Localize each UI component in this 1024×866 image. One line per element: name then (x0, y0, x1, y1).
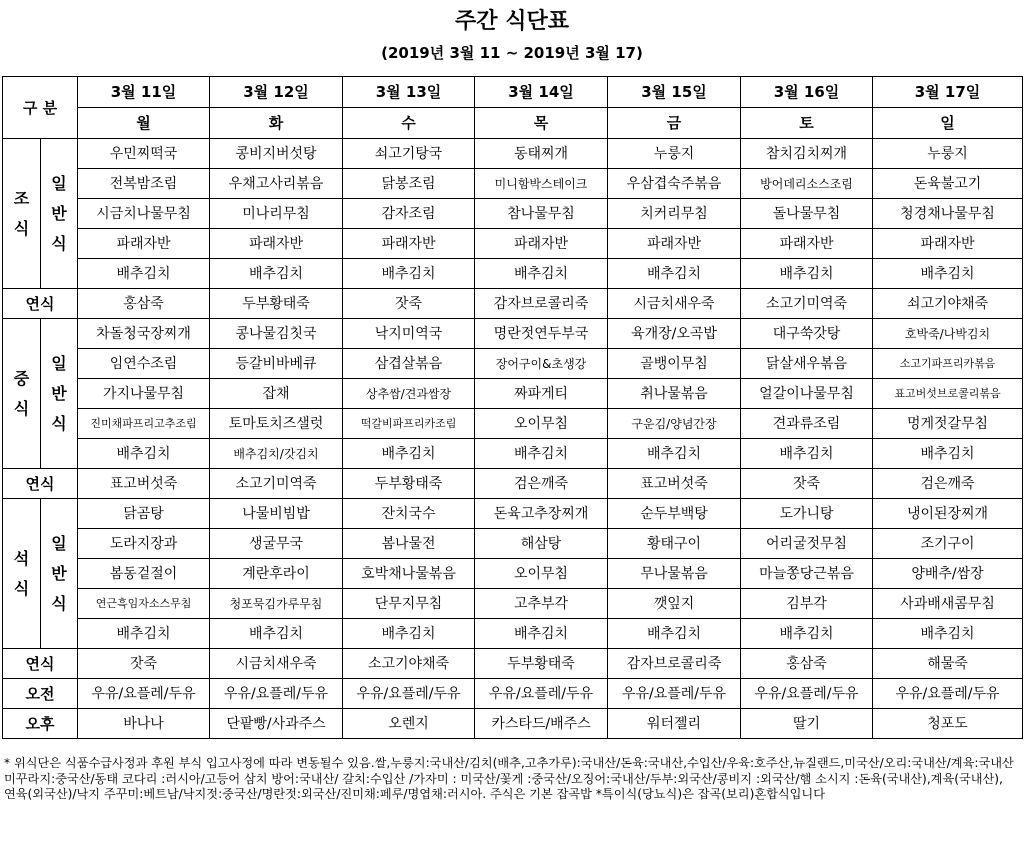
meal-label-char: 식 (13, 218, 30, 238)
menu-item: 파래자반 (343, 229, 475, 259)
soft-item: 잣죽 (343, 289, 475, 319)
day-weekday: 수 (343, 108, 475, 139)
morning-snack-item: 우유/요플레/두유 (608, 679, 741, 709)
menu-item: 배추김치 (608, 439, 741, 469)
menu-item: 배추김치 (343, 619, 475, 649)
menu-item: 봄나물전 (343, 529, 475, 559)
soft-item: 감자브로콜리죽 (475, 289, 608, 319)
menu-item: 취나물볶음 (608, 379, 741, 409)
menu-item: 무나물볶음 (608, 559, 741, 589)
menu-item: 배추김치 (475, 619, 608, 649)
soft-label: 연식 (3, 649, 78, 679)
regular-label-char: 식 (51, 593, 67, 613)
menu-item: 낙지미역국 (343, 319, 475, 349)
menu-item: 닭살새우볶음 (741, 349, 873, 379)
menu-item: 참치김치찌개 (741, 139, 873, 169)
afternoon-snack-item: 바나나 (78, 709, 210, 739)
menu-item: 파래자반 (475, 229, 608, 259)
menu-item: 배추김치 (608, 259, 741, 289)
afternoon-snack-item: 오렌지 (343, 709, 475, 739)
afternoon-snack-item: 청포도 (873, 709, 1023, 739)
meal-label (3, 319, 41, 469)
regular-label-char: 반 (51, 203, 67, 223)
menu-item: 계란후라이 (210, 559, 343, 589)
day-weekday: 금 (608, 108, 741, 139)
menu-item: 청경채나물무침 (873, 199, 1023, 229)
soft-item: 소고기미역죽 (210, 469, 343, 499)
soft-item: 쇠고기야채죽 (873, 289, 1023, 319)
menu-item: 배추김치 (78, 619, 210, 649)
menu-item: 마늘쫑당근볶음 (741, 559, 873, 589)
menu-item: 잔치국수 (343, 499, 475, 529)
regular-label-char: 일 (51, 353, 67, 373)
menu-item: 돈육불고기 (873, 169, 1023, 199)
soft-item: 해물죽 (873, 649, 1023, 679)
regular-label-char: 반 (51, 383, 67, 403)
menu-item: 배추김치/갓김치 (210, 439, 343, 469)
menu-item: 깻잎지 (608, 589, 741, 619)
menu-item: 호박채나물볶음 (343, 559, 475, 589)
menu-item: 오이무침 (475, 409, 608, 439)
menu-item: 등갈비바베큐 (210, 349, 343, 379)
day-weekday: 일 (873, 108, 1023, 139)
afternoon-snack-label: 오후 (3, 709, 78, 739)
menu-item: 삼겹살볶음 (343, 349, 475, 379)
menu-item: 배추김치 (873, 439, 1023, 469)
menu-item: 치커리무침 (608, 199, 741, 229)
soft-label: 연식 (3, 469, 78, 499)
menu-item: 봄동겉절이 (78, 559, 210, 589)
soft-item: 표고버섯죽 (78, 469, 210, 499)
meal-label-char: 석 (13, 548, 30, 568)
soft-item: 감자브로콜리죽 (608, 649, 741, 679)
menu-item: 돈육고추장찌개 (475, 499, 608, 529)
menu-item: 가지나물무침 (78, 379, 210, 409)
menu-item: 상추쌈/견과쌈장 (343, 379, 475, 409)
morning-snack-label: 오전 (3, 679, 78, 709)
meal-label-char: 식 (13, 398, 30, 418)
soft-item: 홍삼죽 (78, 289, 210, 319)
soft-item: 시금치새우죽 (608, 289, 741, 319)
period-subtitle: (2019년 3월 11 ~ 2019년 3월 17) (381, 44, 643, 62)
menu-item: 콩나물김칫국 (210, 319, 343, 349)
regular-label-char: 식 (51, 413, 67, 433)
menu-item: 임연수조림 (78, 349, 210, 379)
morning-snack-item: 우유/요플레/두유 (210, 679, 343, 709)
soft-item: 시금치새우죽 (210, 649, 343, 679)
menu-item: 닭봉조림 (343, 169, 475, 199)
menu-item: 고추부각 (475, 589, 608, 619)
menu-item: 배추김치 (873, 259, 1023, 289)
meal-label-char: 중 (13, 368, 30, 388)
morning-snack-item: 우유/요플레/두유 (475, 679, 608, 709)
menu-item: 우삼겹숙주볶음 (608, 169, 741, 199)
day-date: 3월 16일 (741, 77, 873, 108)
menu-item: 단무지무침 (343, 589, 475, 619)
soft-item: 잣죽 (78, 649, 210, 679)
menu-item: 쇠고기탕국 (343, 139, 475, 169)
menu-item: 도가니탕 (741, 499, 873, 529)
menu-item: 장어구이&초생강 (475, 349, 608, 379)
soft-item: 소고기미역죽 (741, 289, 873, 319)
menu-item: 견과류조림 (741, 409, 873, 439)
morning-snack-item: 우유/요플레/두유 (78, 679, 210, 709)
menu-item: 명란젓연두부국 (475, 319, 608, 349)
menu-item: 구운김/양념간장 (608, 409, 741, 439)
menu-item: 배추김치 (741, 259, 873, 289)
meal-label (3, 499, 41, 649)
meal-label-char: 조 (13, 188, 30, 208)
menu-item: 떡갈비파프리카조림 (343, 409, 475, 439)
menu-item: 양배추/쌈장 (873, 559, 1023, 589)
regular-label-char: 식 (51, 233, 67, 253)
afternoon-snack-item: 워터젤리 (608, 709, 741, 739)
menu-item: 청포묵김가루무침 (210, 589, 343, 619)
menu-item: 파래자반 (608, 229, 741, 259)
menu-item: 우채고사리볶음 (210, 169, 343, 199)
menu-item: 나물비빔밥 (210, 499, 343, 529)
menu-item: 누룽지 (873, 139, 1023, 169)
afternoon-snack-item: 딸기 (741, 709, 873, 739)
menu-item: 황태구이 (608, 529, 741, 559)
soft-item: 검은깨죽 (873, 469, 1023, 499)
regular-label (41, 319, 78, 469)
menu-item: 동태찌개 (475, 139, 608, 169)
menu-item: 감자조림 (343, 199, 475, 229)
menu-item: 배추김치 (608, 619, 741, 649)
regular-label-char: 반 (51, 563, 67, 583)
menu-item: 배추김치 (343, 439, 475, 469)
menu-item: 소고기파프리카볶음 (873, 349, 1023, 379)
day-weekday: 토 (741, 108, 873, 139)
menu-item: 배추김치 (210, 619, 343, 649)
menu-item: 배추김치 (78, 259, 210, 289)
menu-item: 배추김치 (741, 439, 873, 469)
menu-item: 파래자반 (741, 229, 873, 259)
morning-snack-item: 우유/요플레/두유 (741, 679, 873, 709)
notes: * 위식단은 식품수급사정과 후원 부식 입고사정에 따라 변동될수 있음.쌀,누룽지:국내산/김치(배추,고추가루):국내산/돈육:국내산,수입산/우육:호주산,뉴질랜드,미국산/오리:국내산/계육:국내산 미꾸라지:중국산/동태 코다리 :러시아/고등어 삼치 방어:국내산/ 갈치:수입산 /가자미 : 미국산/꽃게 :중국산/오징어:국내산/두부:외국산/콩비지 :외국산/햄 소시지 :돈육(국내산),계육(국내산), 연육(외국산)/낙지 주꾸미:베트남/낙지젓:중국산/명란젓:외국산/진미채:페루/명엽채:러시아. 주식은 기본 잡곡밥 *특이식(당뇨식)은 잡곡(보리)혼합식입니다 (4, 756, 1014, 801)
menu-item: 잡채 (210, 379, 343, 409)
menu-item: 김부각 (741, 589, 873, 619)
soft-item: 표고버섯죽 (608, 469, 741, 499)
menu-item: 대구쑥갓탕 (741, 319, 873, 349)
day-date: 3월 17일 (873, 77, 1023, 108)
day-date: 3월 13일 (343, 77, 475, 108)
menu-item: 오이무침 (475, 559, 608, 589)
soft-item: 소고기야채죽 (343, 649, 475, 679)
menu-item: 배추김치 (78, 439, 210, 469)
menu-item: 얼갈이나물무침 (741, 379, 873, 409)
meal-label (3, 139, 41, 289)
page-title: 주간 식단표 (455, 9, 569, 34)
menu-item: 도라지장과 (78, 529, 210, 559)
menu-item: 배추김치 (741, 619, 873, 649)
day-date: 3월 12일 (210, 77, 343, 108)
menu-item: 미니함박스테이크 (475, 169, 608, 199)
menu-item: 사과배새콤무침 (873, 589, 1023, 619)
day-date: 3월 15일 (608, 77, 741, 108)
menu-item: 냉이된장찌개 (873, 499, 1023, 529)
regular-label-char: 일 (51, 533, 67, 553)
menu-item: 연근흑임자소스무침 (78, 589, 210, 619)
menu-item: 멍게젓갈무침 (873, 409, 1023, 439)
soft-item: 두부황태죽 (343, 469, 475, 499)
day-date: 3월 11일 (78, 77, 210, 108)
morning-snack-item: 우유/요플레/두유 (343, 679, 475, 709)
menu-item: 조기구이 (873, 529, 1023, 559)
day-weekday: 목 (475, 108, 608, 139)
soft-item: 홍삼죽 (741, 649, 873, 679)
regular-label (41, 139, 78, 289)
menu-item: 방어데리소스조림 (741, 169, 873, 199)
header-label: 구 분 (3, 77, 78, 139)
menu-item: 배추김치 (475, 439, 608, 469)
menu-item: 차돌청국장찌개 (78, 319, 210, 349)
menu-item: 닭곰탕 (78, 499, 210, 529)
menu-item: 순두부백탕 (608, 499, 741, 529)
menu-item: 배추김치 (475, 259, 608, 289)
menu-item: 돌나물무침 (741, 199, 873, 229)
menu-item: 시금치나물무침 (78, 199, 210, 229)
soft-item: 두부황태죽 (210, 289, 343, 319)
menu-table (2, 76, 1023, 739)
menu-item: 배추김치 (210, 259, 343, 289)
day-weekday: 월 (78, 108, 210, 139)
menu-item: 육개장/오곡밥 (608, 319, 741, 349)
menu-item: 호박죽/나박김치 (873, 319, 1023, 349)
soft-item: 잣죽 (741, 469, 873, 499)
menu-item: 표고버섯브로콜리볶음 (873, 379, 1023, 409)
day-weekday: 화 (210, 108, 343, 139)
menu-item: 미나리무침 (210, 199, 343, 229)
menu-item: 생굴무국 (210, 529, 343, 559)
soft-item: 검은깨죽 (475, 469, 608, 499)
meal-label-char: 식 (13, 578, 30, 598)
menu-item: 어리굴젓무침 (741, 529, 873, 559)
day-date: 3월 14일 (475, 77, 608, 108)
morning-snack-item: 우유/요플레/두유 (873, 679, 1023, 709)
afternoon-snack-item: 카스타드/배주스 (475, 709, 608, 739)
menu-item: 골뱅이무침 (608, 349, 741, 379)
afternoon-snack-item: 단팥빵/사과주스 (210, 709, 343, 739)
menu-item: 전복밤조림 (78, 169, 210, 199)
menu-item: 파래자반 (210, 229, 343, 259)
menu-item: 배추김치 (343, 259, 475, 289)
menu-item: 해삼탕 (475, 529, 608, 559)
menu-item: 파래자반 (873, 229, 1023, 259)
soft-label: 연식 (3, 289, 78, 319)
menu-item: 짜파게티 (475, 379, 608, 409)
menu-item: 참나물무침 (475, 199, 608, 229)
menu-item: 진미채파프리고추조림 (78, 409, 210, 439)
soft-item: 두부황태죽 (475, 649, 608, 679)
menu-item: 우민찌떡국 (78, 139, 210, 169)
menu-item: 파래자반 (78, 229, 210, 259)
menu-item: 콩비지버섯탕 (210, 139, 343, 169)
menu-item: 토마토치즈샐럿 (210, 409, 343, 439)
regular-label-char: 일 (51, 173, 67, 193)
menu-item: 배추김치 (873, 619, 1023, 649)
menu-item: 누룽지 (608, 139, 741, 169)
regular-label (41, 499, 78, 649)
